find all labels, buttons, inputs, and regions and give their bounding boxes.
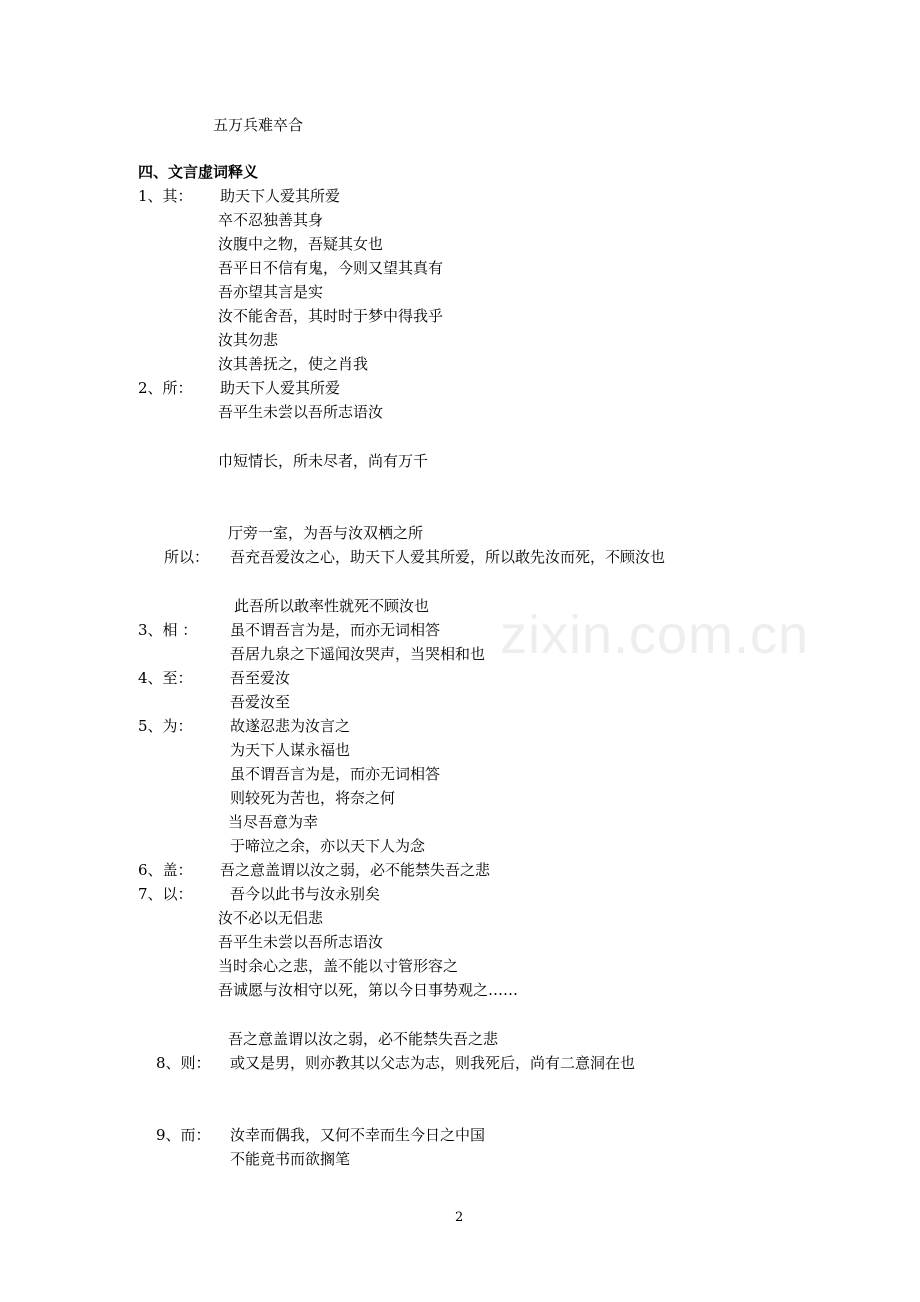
example-line: 吾平生未尝以吾所志语汝	[218, 933, 384, 951]
example-line: 汝其勿悲	[218, 331, 279, 349]
example-line: 汝不能舍吾，其时时于梦中得我乎	[218, 307, 444, 325]
example-line: 或又是男，则亦教其以父志为志，则我死后，尚有二意洞在也	[230, 1054, 636, 1072]
example-line: 吾平生未尝以吾所志语汝	[218, 403, 384, 421]
example-line: 此吾所以敢率性就死不顾汝也	[234, 597, 430, 615]
entry-label-suoyi: 所以：	[164, 548, 210, 566]
example-line: 吾爱汝至	[230, 693, 291, 711]
example-line: 故遂忍悲为汝言之	[230, 717, 351, 735]
entry-label-yi: 7、以：	[138, 885, 193, 903]
example-line: 不能竟书而欲搁笔	[230, 1150, 351, 1168]
example-line: 吾平日不信有鬼，今则又望其真有	[218, 259, 444, 277]
example-line: 汝不必以无侣悲	[218, 909, 324, 927]
section-title: 四、文言虚词释义	[138, 163, 259, 181]
example-line: 吾之意盖谓以汝之弱，必不能禁失吾之悲	[228, 1030, 499, 1048]
example-line: 于啼泣之余，亦以天下人为念	[230, 837, 426, 855]
entry-label-suo: 2、所：	[138, 379, 193, 397]
example-line: 厅旁一室，为吾与汝双栖之所	[228, 524, 424, 542]
intro-line: 五万兵难卒合	[213, 116, 304, 134]
example-line: 则较死为苦也，将奈之何	[230, 789, 396, 807]
example-line: 为天下人谋永福也	[230, 741, 351, 759]
example-line: 汝幸而偶我，又何不幸而生今日之中国	[230, 1126, 486, 1144]
example-line: 吾今以此书与汝永别矣	[230, 885, 381, 903]
example-line: 卒不忍独善其身	[218, 211, 324, 229]
entry-label-xiang: 3、相 ：	[138, 621, 198, 639]
example-line: 虽不谓吾言为是，而亦无词相答	[230, 621, 441, 639]
example-line: 当时余心之悲，盖不能以寸管形容之	[218, 957, 459, 975]
entry-label-ze: 8、则：	[156, 1054, 211, 1072]
entry-label-gai: 6、盖：	[138, 861, 193, 879]
example-line: 吾至爱汝	[230, 669, 291, 687]
example-line: 汝腹中之物，吾疑其女也	[218, 235, 384, 253]
example-line: 助天下人爱其所爱	[220, 379, 341, 397]
page-number: 2	[455, 1210, 464, 1225]
example-line: 虽不谓吾言为是，而亦无词相答	[230, 765, 441, 783]
example-line: 吾居九泉之下遥闻汝哭声，当哭相和也	[230, 645, 486, 663]
entry-label-qi: 1、其：	[138, 187, 193, 205]
example-line: 巾短情长，所未尽者，尚有万千	[218, 452, 429, 470]
example-line: 吾亦望其言是实	[218, 283, 324, 301]
entry-label-zhi: 4、至：	[138, 669, 193, 687]
example-line: 当尽吾意为幸	[228, 813, 319, 831]
example-line: 助天下人爱其所爱	[220, 187, 341, 205]
entry-label-er: 9、而：	[156, 1126, 211, 1144]
example-line: 吾诚愿与汝相守以死，第以今日事势观之……	[218, 981, 519, 999]
entry-label-wei: 5、为：	[138, 717, 193, 735]
example-line: 吾充吾爱汝之心，助天下人爱其所爱，所以敢先汝而死，不顾汝也	[230, 548, 666, 566]
watermark: zixin.com.cn	[500, 605, 810, 665]
example-line: 汝其善抚之，使之肖我	[218, 355, 369, 373]
example-line: 吾之意盖谓以汝之弱，必不能禁失吾之悲	[220, 861, 491, 879]
